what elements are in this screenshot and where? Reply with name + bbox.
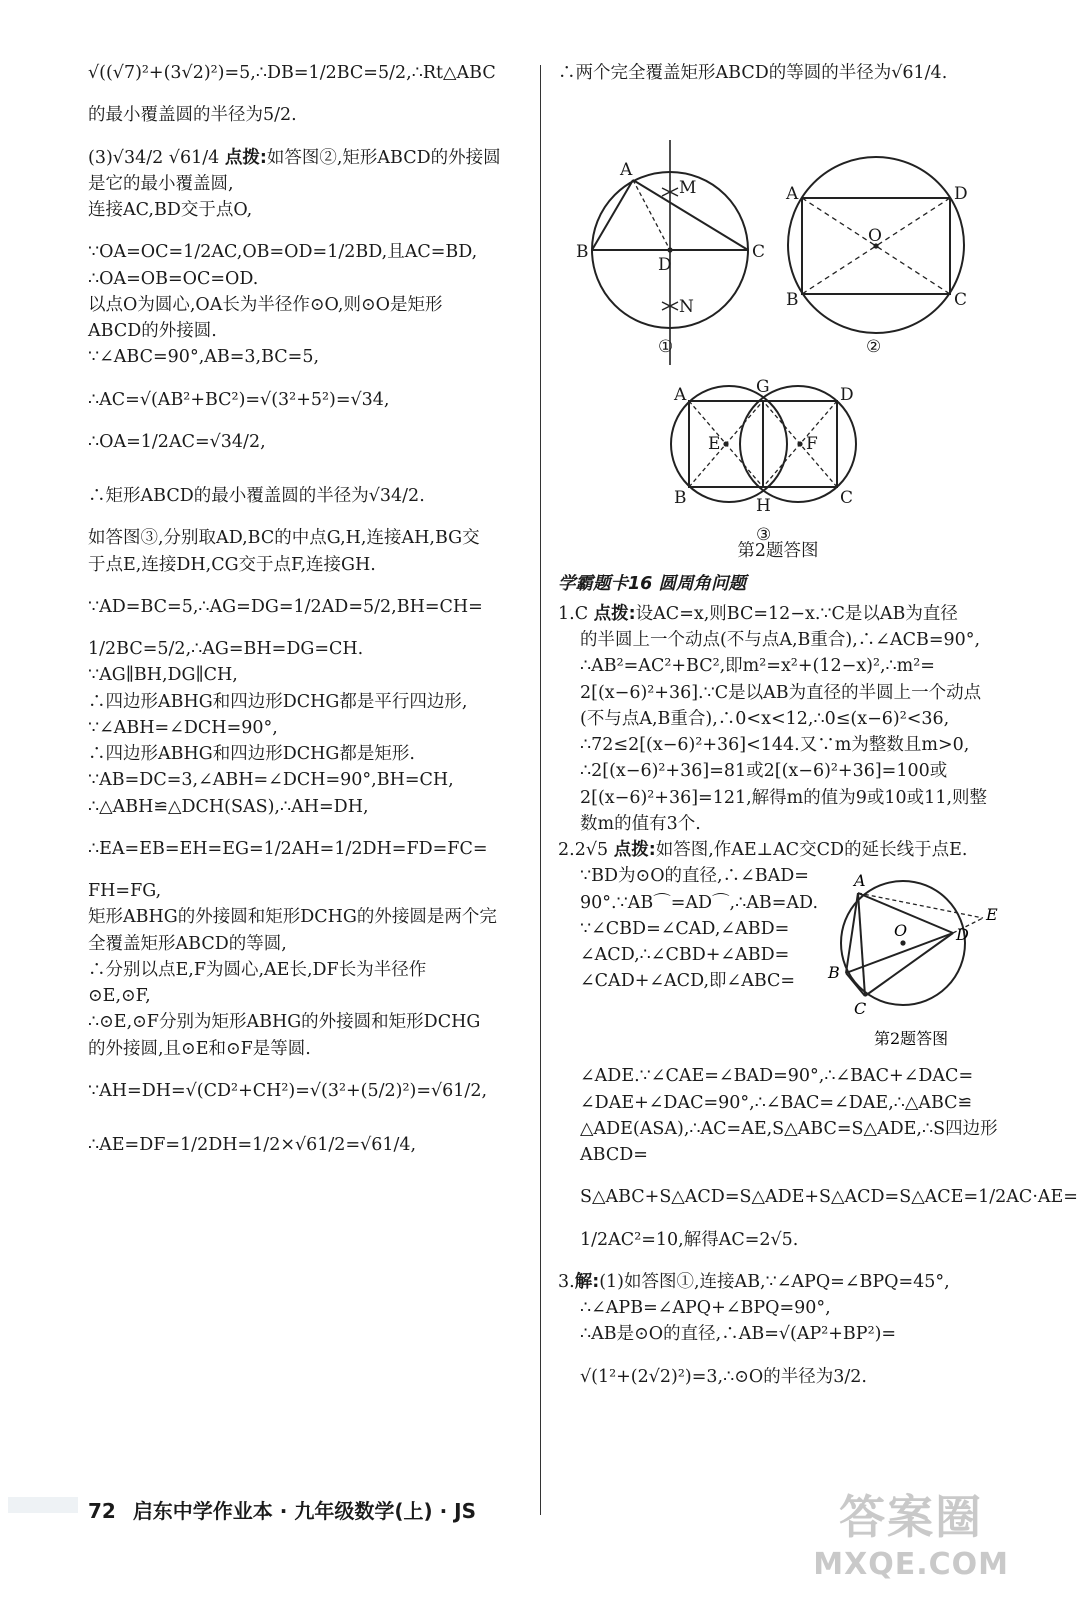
fig1-number: ① <box>658 337 674 358</box>
text-line: ABCD的外接圆. <box>88 321 217 341</box>
point-f <box>797 442 802 447</box>
column-divider <box>540 65 541 1515</box>
fig3-label: F <box>806 434 818 455</box>
text-line: ∴△ABH≌△DCH(SAS),∴AH=DH, <box>88 796 369 817</box>
text-line: 2[(x−6)²+36]=121,解得m的值为9或10或11,则整 <box>580 787 988 808</box>
text-line: ∵∠CBD=∠CAD,∠ABD= <box>580 918 790 939</box>
text-line: 以点O为圆心,OA长为半径作⊙O,则⊙O是矩形 <box>88 294 443 315</box>
figure-caption: 第2题答图 <box>737 541 819 562</box>
text-line: ∴⊙E,⊙F分别为矩形ABHG的外接圆和矩形DCHG <box>88 1012 481 1033</box>
text-line: ∴AB²=AC²+BC²,即m²=x²+(12−x)²,∴m²= <box>580 656 935 677</box>
question2-block <box>558 863 998 1063</box>
q2-label: D <box>956 925 969 945</box>
fig2-number: ② <box>866 337 882 358</box>
answer-figures <box>558 90 998 546</box>
text-line: ∵AG∥BH,DG∥CH, <box>88 665 238 686</box>
answer-3: (3)√34/2 √61/4 <box>88 147 220 168</box>
text-line: ∵∠ABC=90°,AB=3,BC=5, <box>88 347 320 368</box>
text-line: 连接AC,BD交于点O, <box>88 200 253 220</box>
text-line: ∵∠ABH=∠DCH=90°, <box>88 717 278 738</box>
point-d <box>667 248 672 253</box>
fig3-label: B <box>674 488 687 509</box>
text-line <box>558 601 998 627</box>
text-line: ∴四边形ABHG和四边形DCHG都是平行四边形, <box>88 691 468 712</box>
text-line: √((√7)²+(3√2)²)=5,∴DB=1/2BC=5/2,∴Rt△ABC <box>88 63 496 83</box>
text-line: (不与点A,B重合),∴0<x<12,∴0≤(x−6)²<36, <box>580 708 950 729</box>
answer-2: 2.2√5 <box>558 840 609 860</box>
q2-label: E <box>986 905 998 925</box>
text-line: ∴OA=1/2AC=√34/2, <box>88 431 266 452</box>
hint-text: 如答图②,矩形ABCD的外接圆 <box>266 147 501 168</box>
text-line: ∠ADE.∵∠CAE=∠BAD=90°,∴∠BAC+∠DAC= <box>580 1066 974 1087</box>
fig3-label: A <box>674 385 687 406</box>
text-line: ∴∠APB=∠APQ+∠BPQ=90°, <box>580 1298 831 1318</box>
text-line: ∴2[(x−6)²+36]=81或2[(x−6)²+36]=100或 <box>580 761 948 782</box>
text-line: ∠DAE+∠DAC=90°,∴∠BAC=∠DAE,∴△ABC≌ <box>580 1092 973 1113</box>
text-line: ∴分别以点E,F为圆心,AE长,DF长为半径作 <box>88 959 427 980</box>
text-line: ∴EA=EB=EH=EG=1/2AH=1/2DH=FD=FC= <box>88 838 488 859</box>
solution-label: 解: <box>574 1271 600 1292</box>
fig1-label: B <box>576 242 589 263</box>
answer-3-label: 3. <box>558 1271 575 1292</box>
fig3-label: G <box>756 377 770 398</box>
hint-text: 如答图,作AE⊥AC交CD的延长线于点E. <box>655 840 968 860</box>
fig2-label: O <box>868 226 882 247</box>
text-line: 于点E,连接DH,CG交于点F,连接GH. <box>88 554 376 575</box>
fig1-label: A <box>620 160 633 181</box>
text-line <box>88 145 528 171</box>
text-line: ∠ACD,∴∠CBD+∠ABD= <box>580 945 790 965</box>
text-line: ∵AD=BC=5,∴AG=DG=1/2AD=5/2,BH=CH= <box>88 596 483 617</box>
hint-text: 设AC=x,则BC=12−x.∵C是以AB为直径 <box>635 603 958 624</box>
thumbnail-strip <box>8 1497 78 1513</box>
text-line: 90°.∵AB⌒=AD⌒,∴AB=AD. <box>580 892 819 913</box>
text-line: 的最小覆盖圆的半径为5/2. <box>88 105 297 126</box>
text-line: ⊙E,⊙F, <box>88 986 151 1006</box>
answer-1: 1.C <box>558 603 589 624</box>
text-line: △ADE(ASA),∴AC=AE,S△ABC=S△ADE,∴S四边形ABCD= <box>580 1118 998 1165</box>
question2-figure <box>828 858 1008 1058</box>
text-line: 是它的最小覆盖圆, <box>88 173 234 194</box>
text-line: ∴AE=DF=1/2DH=1/2×√61/2=√61/4, <box>88 1135 417 1155</box>
text-line <box>558 1269 998 1295</box>
fig2-label: D <box>954 184 968 205</box>
page-number: 72 <box>88 1499 116 1523</box>
text-line: 如答图③,分别取AD,BC的中点G,H,连接AH,BG交 <box>88 528 480 549</box>
text-line: ∴72≤2[(x−6)²+36]<144.又∵m为整数且m>0, <box>580 735 970 755</box>
hint-label: 点拨: <box>224 147 267 168</box>
text-line: 1/2AC²=10,解得AC=2√5. <box>580 1229 799 1250</box>
watermark-logo <box>813 1481 1009 1582</box>
text-line: 1/2BC=5/2,∴AG=BH=DG=CH. <box>88 639 364 659</box>
text-line: 矩形ABHG的外接圆和矩形DCHG的外接圆是两个完 <box>88 907 497 928</box>
fig3-label: D <box>840 385 854 406</box>
q2-label: B <box>828 963 840 983</box>
text-line: 的外接圆,且⊙E和⊙F是等圆. <box>88 1038 311 1059</box>
text-line: ∴矩形ABCD的最小覆盖圆的半径为√34/2. <box>88 486 425 506</box>
left-column <box>88 60 528 1158</box>
point-e <box>723 442 728 447</box>
fig1-label: N <box>679 297 694 318</box>
solution-text: (1)如答图①,连接AB,∵∠APQ=∠BPQ=45°, <box>599 1271 950 1292</box>
fig3-label: C <box>840 488 854 509</box>
hint-label: 点拨: <box>613 840 656 860</box>
text-line: ∴两个完全覆盖矩形ABCD的等圆的半径为√61/4. <box>558 63 948 83</box>
text-line: ∴OA=OB=OC=OD. <box>88 268 259 289</box>
fig3-label: H <box>756 496 771 517</box>
text-line: ∵BD为⊙O的直径,∴∠BAD= <box>580 866 809 887</box>
watermark-text: 答案圈 <box>839 1490 984 1544</box>
text-line: FH=FG, <box>88 881 162 901</box>
text-line: √(1²+(2√2)²)=3,∴⊙O的半径为3/2. <box>580 1366 867 1387</box>
text-line: ∵OA=OC=1/2AC,OB=OD=1/2BD,且AC=BD, <box>88 242 478 263</box>
text-line: 2[(x−6)²+36].∵C是以AB为直径的半圆上一个动点 <box>580 682 982 703</box>
page-footer <box>88 1495 476 1524</box>
right-column <box>558 60 1078 1390</box>
q2-caption: 第2题答图 <box>874 1029 949 1049</box>
fig1-label: M <box>679 178 697 199</box>
segment-ab <box>592 180 633 250</box>
book-title: 启东中学作业本 · 九年级数学(上) · JS <box>132 1499 476 1523</box>
section-title: 学霸题卡16 圆周角问题 <box>558 573 746 594</box>
fig2-label: A <box>786 184 799 205</box>
text-line: ∴AB是⊙O的直径,∴AB=√(AP²+BP²)= <box>580 1324 897 1345</box>
q2-label: A <box>854 871 866 891</box>
text-line: S△ABC+S△ACD=S△ADE+S△ACD=S△ACE=1/2AC·AE= <box>580 1187 1078 1208</box>
fig3-label: E <box>708 434 721 455</box>
fig2-label: B <box>786 290 799 311</box>
text-line: ∵AH=DH=√(CD²+CH²)=√(3²+(5/2)²)=√61/2, <box>88 1080 488 1101</box>
hint-label: 点拨: <box>593 603 636 624</box>
text-line: ∴AC=√(AB²+BC²)=√(3²+5²)=√34, <box>88 389 390 410</box>
fig1-label: D <box>658 255 672 276</box>
fig3-number: ③ <box>756 525 772 546</box>
text-line: 的半圆上一个动点(不与点A,B重合),∴∠ACB=90°, <box>580 630 981 650</box>
q2-label: O <box>894 921 908 941</box>
fig2-label: C <box>954 290 968 311</box>
watermark-url: MXQE.COM <box>813 1547 1009 1582</box>
text-line: ∴四边形ABHG和四边形DCHG都是矩形. <box>88 744 415 764</box>
q2-label: C <box>854 999 867 1019</box>
text-line: 数m的值有3个. <box>580 813 701 834</box>
text-line: 全覆盖矩形ABCD的等圆, <box>88 933 287 954</box>
text-line: ∵AB=DC=3,∠ABH=∠DCH=90°,BH=CH, <box>88 770 454 791</box>
fig1-label: C <box>752 242 766 263</box>
text-line: ∠CAD+∠ACD,即∠ABC= <box>580 971 796 992</box>
